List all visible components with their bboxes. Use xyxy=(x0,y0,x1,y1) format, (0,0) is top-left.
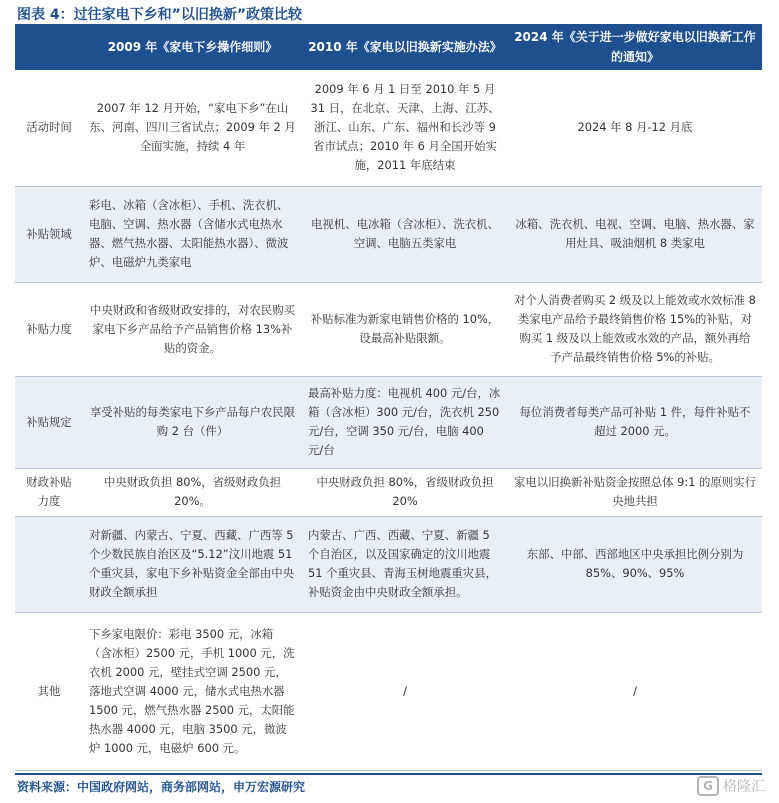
footer-divider xyxy=(15,773,762,775)
cell-2024: 冰箱、洗衣机、电视、空调、电脑、热水器、家用灶具、吸油烟机 8 类家电 xyxy=(508,186,762,282)
cell-2009: 中央财政负担 80%，省级财政负担 20%。 xyxy=(83,468,302,516)
row-label: 其他 xyxy=(15,612,83,770)
cell-2010: 电视机、电冰箱（含冰柜）、洗衣机、空调、电脑五类家电 xyxy=(302,186,508,282)
watermark-logo-icon: G xyxy=(697,776,719,796)
row-label: 财政补贴 力度 xyxy=(15,468,83,516)
watermark-text: 格隆汇 xyxy=(723,779,765,795)
table-row-other xyxy=(15,612,762,770)
table-row-subsidy-scope xyxy=(15,186,762,282)
table-row-subsidy-rules xyxy=(15,376,762,468)
cell-2010: 最高补贴力度：电视机 400 元/台，冰箱（含冰柜）300 元/台，洗衣机 250 元/台，空调 350 元/台，电脑 400 元/台 xyxy=(302,376,508,468)
source-note: 资料来源：中国政府网站，商务部网站，申万宏源研究 xyxy=(17,780,306,794)
cell-2009: 彩电、冰箱（含冰柜）、手机、洗衣机、电脑、空调、热水器（含储水式电热水器、燃气热水器、太阳能热水器）、微波炉、电磁炉九类家电 xyxy=(83,186,302,282)
row-label xyxy=(15,516,83,612)
header-cell-2024: 2024 年《关于进一步做好家电以旧换新工作的通知》 xyxy=(508,24,762,70)
table-row-fiscal-share xyxy=(15,468,762,516)
cell-2024: / xyxy=(508,612,762,770)
header-cell-2010: 2010 年《家电以旧换新实施办法》 xyxy=(302,24,508,70)
table-row-subsidy-strength xyxy=(15,282,762,376)
cell-2024: 对个人消费者购买 2 级及以上能效或水效标准 8 类家电产品给予最终销售价格 15%的补贴，对购买 1 级及以上能效或水效的产品，额外再给予产品最终销售价格 5%的补贴。 xyxy=(508,282,762,376)
header-cell-2009: 2009 年《家电下乡操作细则》 xyxy=(83,24,302,70)
cell-2010: 内蒙古、广西、西藏、宁夏、新疆 5 个自治区，以及国家确定的汶川地震 51 个重灾县、青海玉树地震重灾县，补贴资金由中央财政全额承担。 xyxy=(302,516,508,612)
table-row-fiscal-share-regional xyxy=(15,516,762,612)
cell-2009: 对新疆、内蒙古、宁夏、西藏、广西等 5 个少数民族自治区及“5.12”汶川地震 51 个重灾县，家电下乡补贴资金全部由中央财政全额承担 xyxy=(83,516,302,612)
cell-2024: 家电以旧换新补贴资金按照总体 9:1 的原则实行央地共担 xyxy=(508,468,762,516)
header-cell-label xyxy=(15,24,83,70)
cell-2024: 每位消费者每类产品可补贴 1 件，每件补贴不超过 2000 元。 xyxy=(508,376,762,468)
cell-2010: 2009 年 6 月 1 日至 2010 年 5 月 31 日，在北京、天津、上海、江苏、浙江、山东、广东、福州和长沙等 9 省市试点；2010 年 6 月全国开始实施，2011 年底结束 xyxy=(302,70,508,186)
cell-2009: 2007 年 12 月开始，“家电下乡”在山东、河南、四川三省试点；2009 年 2 月全面实施，持续 4 年 xyxy=(83,70,302,186)
cell-2024: 东部、中部、西部地区中央承担比例分别为 85%、90%、95% xyxy=(508,516,762,612)
row-label: 补贴规定 xyxy=(15,376,83,468)
policy-comparison-table xyxy=(15,24,762,771)
cell-2010: 补贴标准为新家电销售价格的 10%，设最高补贴限额。 xyxy=(302,282,508,376)
cell-2009: 享受补贴的每类家电下乡产品每户农民限购 2 台（件） xyxy=(83,376,302,468)
cell-2010: 中央财政负担 80%，省级财政负担 20% xyxy=(302,468,508,516)
cell-2009: 下乡家电限价：彩电 3500 元，冰箱（含冰柜）2500 元，手机 1000 元，洗衣机 2000 元，壁挂式空调 2500 元，落地式空调 4000 元，储水式电热水器 1500 元，燃气热水器 2500 元，太阳能热水器 4000 元，电脑 3500 元，微波炉 1000 元，电磁炉 600 元。 xyxy=(83,612,302,770)
cell-2024: 2024 年 8 月-12 月底 xyxy=(508,70,762,186)
table-row-activity-time xyxy=(15,70,762,186)
cell-2009: 中央财政和省级财政安排的，对农民购买家电下乡产品给予产品销售价格 13%补贴的资金。 xyxy=(83,282,302,376)
watermark xyxy=(697,774,765,798)
cell-2010: / xyxy=(302,612,508,770)
figure-title: 图表 4：过往家电下乡和”以旧换新”政策比较 xyxy=(17,7,303,23)
table-header-row xyxy=(15,24,762,70)
row-label: 补贴领域 xyxy=(15,186,83,282)
row-label: 活动时间 xyxy=(15,70,83,186)
row-label: 补贴力度 xyxy=(15,282,83,376)
